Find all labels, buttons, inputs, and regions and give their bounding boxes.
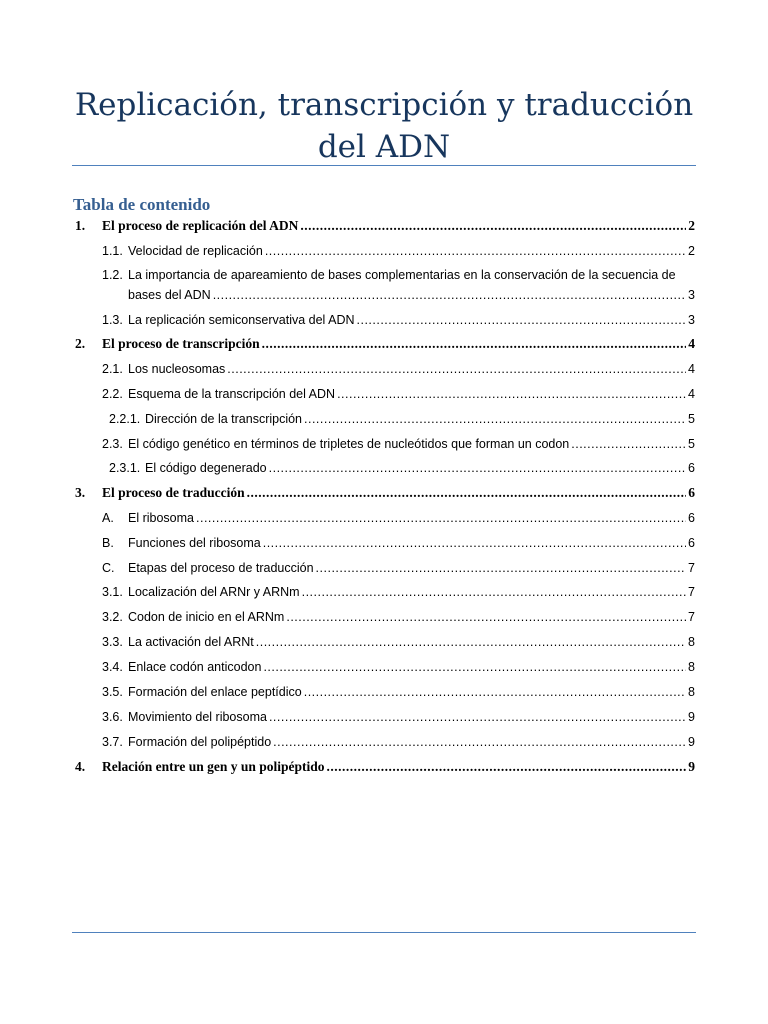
toc-entry-text: La replicación semiconservativa del ADN	[128, 313, 355, 327]
toc-entry-page: 2	[688, 218, 695, 233]
toc-entry-number: 1.2.	[102, 268, 123, 282]
toc-entry-number: A.	[102, 511, 114, 525]
toc-leader-dots	[316, 559, 687, 577]
toc-entry-text: Esquema de la transcripción del ADN	[128, 387, 336, 401]
toc-entry-text: Enlace codón anticodon	[128, 660, 262, 674]
toc-entry[interactable]	[102, 633, 695, 651]
toc-entry-text: El proceso de transcripción	[102, 336, 260, 351]
toc-entry-text: Dirección de la transcripción	[145, 412, 303, 426]
toc-leader-dots	[269, 708, 686, 726]
toc-leader-dots	[227, 360, 686, 378]
toc-entry[interactable]	[75, 484, 695, 502]
toc-entry-number: 2.3.1.	[109, 461, 141, 475]
toc-entry[interactable]	[102, 360, 695, 378]
toc-entry[interactable]	[75, 335, 695, 353]
toc-entry-text: Funciones del ribosoma	[128, 536, 261, 550]
toc-entry-page: 9	[688, 710, 695, 724]
toc-leader-dots	[357, 311, 687, 329]
toc-entry-page: 8	[688, 635, 695, 649]
toc-entry-number: 2.2.1.	[109, 412, 141, 426]
toc-entry-number: 3.6.	[102, 710, 123, 724]
toc-entry[interactable]	[102, 311, 695, 329]
toc-entry-page: 9	[688, 735, 695, 749]
toc-entry[interactable]	[75, 217, 695, 235]
toc-entry-number: 3.2.	[102, 610, 123, 624]
toc-entry[interactable]	[102, 683, 695, 701]
toc-leader-dots	[262, 335, 687, 353]
toc-entry-text: El código degenerado	[145, 461, 267, 475]
toc-entry-text: La importancia de apareamiento de bases complementarias en la conservación de la secuencia de	[128, 268, 676, 282]
toc-entry-text: El proceso de replicación del ADN	[102, 218, 299, 233]
toc-entry-page: 3	[688, 288, 695, 302]
toc-entry[interactable]	[109, 459, 695, 477]
toc-entry[interactable]	[102, 733, 695, 751]
toc-entry[interactable]	[102, 509, 695, 527]
toc-entry-page: 8	[688, 660, 695, 674]
toc-leader-dots	[327, 758, 687, 776]
toc-leader-dots	[273, 733, 686, 751]
toc-entry-page: 9	[688, 759, 695, 774]
toc-entry[interactable]	[102, 583, 695, 601]
toc-entry[interactable]	[102, 658, 695, 676]
toc-entry-number: 3.1.	[102, 585, 123, 599]
toc-entry-number: 1.3.	[102, 313, 123, 327]
toc-entry-page: 7	[688, 561, 695, 575]
toc-entry[interactable]	[102, 435, 695, 453]
toc-entry-number: 1.	[75, 218, 86, 233]
toc-entry-text: Etapas del proceso de traducción	[128, 561, 314, 575]
toc-heading: Tabla de contenido	[73, 195, 211, 214]
toc-entry-page: 4	[688, 387, 695, 401]
toc-entry-text: Formación del polipéptido	[128, 735, 272, 749]
toc-entry-text: Movimiento del ribosoma	[128, 710, 267, 724]
toc-entry-text: Relación entre un gen y un polipéptido	[102, 759, 325, 774]
toc-entry-number: 3.	[75, 485, 86, 500]
toc-entry-page: 6	[688, 485, 695, 500]
toc-entry-page: 3	[688, 313, 695, 327]
toc-leader-dots	[247, 484, 687, 502]
toc-entry-page: 4	[688, 362, 695, 376]
toc-leader-dots	[196, 509, 686, 527]
toc-entry-number: B.	[102, 536, 114, 550]
toc-entry[interactable]	[102, 242, 695, 260]
toc-entry-text: El proceso de traducción	[102, 485, 245, 500]
document-title: Replicación, transcripción y traducción del ADN	[74, 87, 694, 165]
toc-leader-dots	[213, 286, 686, 304]
toc-entry[interactable]	[75, 758, 695, 776]
toc-entry-number: 3.5.	[102, 685, 123, 699]
toc-entry-text: El ribosoma	[128, 511, 194, 525]
toc-leader-dots	[304, 410, 686, 428]
toc-leader-dots	[286, 608, 686, 626]
toc-entry-page: 6	[688, 511, 695, 525]
toc-leader-dots	[300, 217, 686, 235]
toc-entry-number: 2.	[75, 336, 86, 351]
toc-entry[interactable]	[109, 410, 695, 428]
toc-entry-text: El código genético en términos de tripletes de nucleótidos que forman un codon	[128, 437, 570, 451]
toc-entry[interactable]	[102, 559, 695, 577]
title-divider	[72, 165, 696, 166]
toc-entry-page: 6	[688, 536, 695, 550]
toc-leader-dots	[302, 583, 686, 601]
toc-leader-dots	[571, 435, 686, 453]
toc-entry-number: C.	[102, 561, 115, 575]
toc-entry-text: Los nucleosomas	[128, 362, 226, 376]
toc-leader-dots	[269, 459, 686, 477]
toc-entry-page: 7	[688, 585, 695, 599]
toc-leader-dots	[263, 534, 686, 552]
toc-entry[interactable]	[102, 265, 695, 304]
toc-entry-number: 3.7.	[102, 735, 123, 749]
toc-entry-page: 2	[688, 244, 695, 258]
toc-entry-text: Localización del ARNr y ARNm	[128, 585, 300, 599]
toc-entry-text: Codon de inicio en el ARNm	[128, 610, 285, 624]
toc-entry-page: 5	[688, 437, 695, 451]
toc-leader-dots	[263, 658, 686, 676]
toc-entry-number: 1.1.	[102, 244, 123, 258]
toc-entry-number: 3.4.	[102, 660, 123, 674]
toc-entry-number: 4.	[75, 759, 86, 774]
toc-entry-text: Velocidad de replicación	[128, 244, 263, 258]
toc-entry[interactable]	[102, 534, 695, 552]
toc-entry[interactable]	[102, 608, 695, 626]
toc-entry-number: 2.3.	[102, 437, 123, 451]
toc-entry-text-continued: bases del ADN	[128, 288, 211, 302]
toc-leader-dots	[256, 633, 686, 651]
toc-entry-number: 3.3.	[102, 635, 123, 649]
toc-leader-dots	[337, 385, 686, 403]
toc-entry[interactable]	[102, 708, 695, 726]
toc-entry-number: 2.1.	[102, 362, 123, 376]
toc-entry-page: 7	[688, 610, 695, 624]
toc-leader-dots	[265, 242, 686, 260]
toc-entry-number: 2.2.	[102, 387, 123, 401]
toc-entry-page: 5	[688, 412, 695, 426]
toc-entry-page: 6	[688, 461, 695, 475]
toc-entry-page: 4	[688, 336, 695, 351]
toc-entry-page: 8	[688, 685, 695, 699]
toc-entry[interactable]	[102, 385, 695, 403]
toc-leader-dots	[304, 683, 686, 701]
footer-divider	[72, 932, 696, 933]
toc-entry-text: La activación del ARNt	[128, 635, 254, 649]
toc-entry-text: Formación del enlace peptídico	[128, 685, 302, 699]
